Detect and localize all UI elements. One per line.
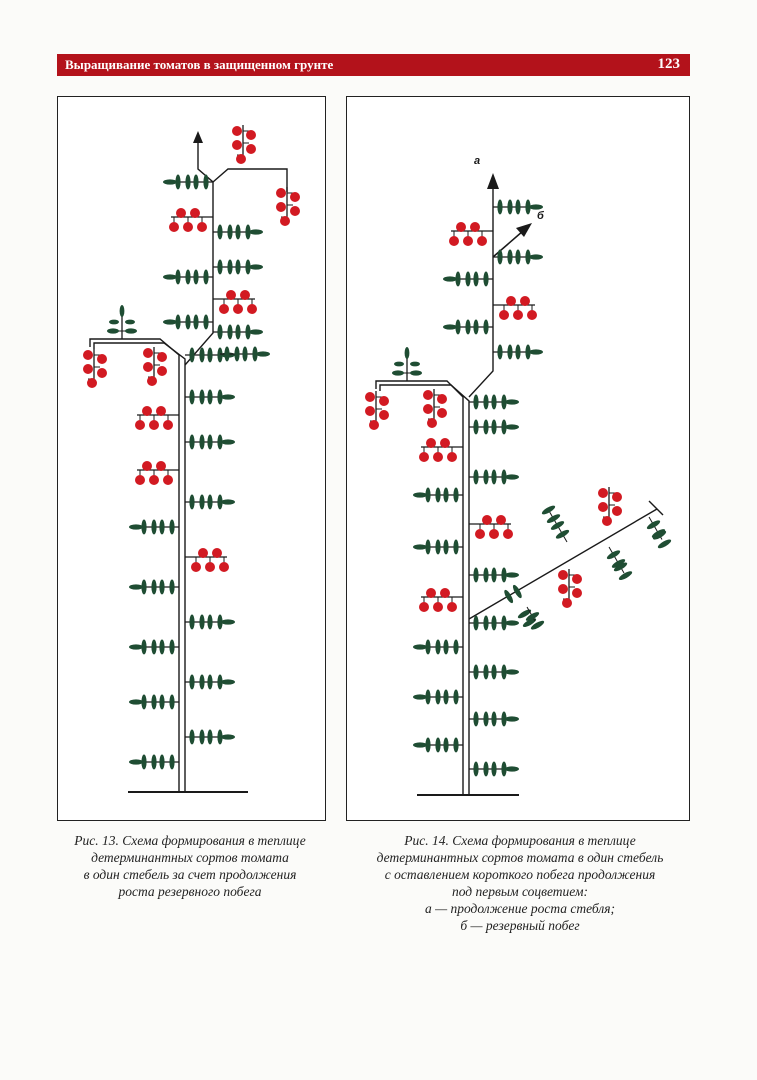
figure-13-caption	[20, 832, 360, 900]
page-number: 123	[657, 56, 680, 72]
main-stem	[90, 339, 185, 792]
figure-14-caption	[330, 832, 710, 934]
side-shoot	[107, 305, 137, 339]
diagonal-shoot-leaves	[503, 504, 673, 631]
caption-line: в один стебель за счет продолжения	[83, 867, 297, 882]
label-a	[474, 155, 480, 167]
side-shoot	[392, 347, 422, 381]
shoot-arrow	[193, 131, 203, 143]
label-a-text: а	[474, 155, 481, 167]
label-b-text: б	[537, 210, 544, 222]
leaves	[413, 200, 543, 777]
figure-13-svg	[58, 97, 327, 822]
caption-line: Рис. 14. Схема формирования в теплице	[404, 833, 636, 848]
main-stem	[376, 381, 469, 795]
caption-line: детерминантных сортов томата в один стебель	[376, 850, 664, 865]
running-header-title: Выращивание томатов в защищенном грунте	[65, 57, 334, 72]
caption-line: детерминантных сортов томата	[91, 850, 289, 865]
figure-14-diagram	[346, 96, 690, 821]
caption-line: роста резервного побега	[118, 884, 262, 899]
running-header	[57, 54, 690, 76]
figure-14-svg	[347, 97, 691, 822]
caption-line: Рис. 13. Схема формирования в теплице	[74, 833, 306, 848]
continuation-arrow	[487, 173, 499, 189]
label-b	[537, 210, 545, 222]
caption-line: б — резервный побег	[460, 918, 580, 933]
caption-line: а — продолжение роста стебля;	[424, 901, 616, 916]
continuation-shoot	[469, 189, 493, 397]
leaves	[129, 175, 270, 770]
figure-13-diagram	[57, 96, 326, 821]
caption-line: под первым соцветием:	[451, 884, 589, 899]
caption-line: с оставлением короткого побега продолжения	[384, 867, 656, 882]
